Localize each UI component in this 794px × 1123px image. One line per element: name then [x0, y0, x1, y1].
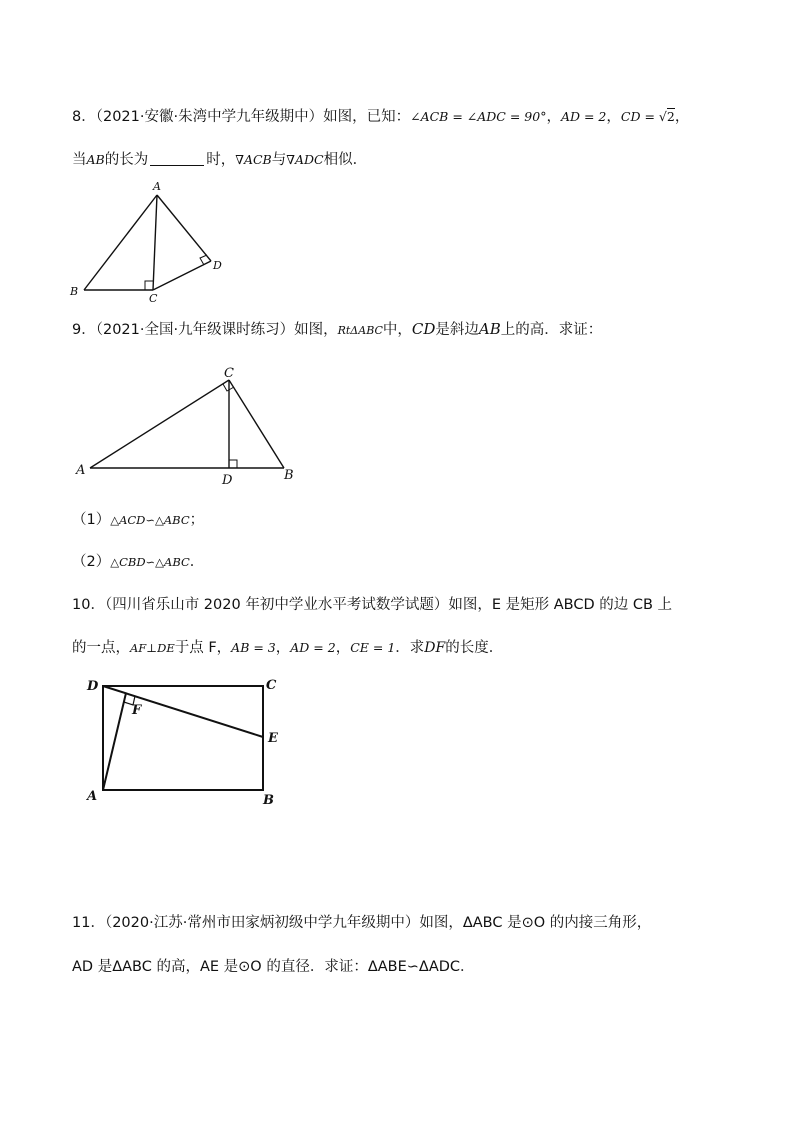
q9-number: 9． [72, 322, 96, 338]
q8-angle-equation: ∠ACB = ∠ADC = 90° [410, 109, 547, 124]
q8-ab: AB [86, 152, 105, 167]
q10-label-f: F [132, 703, 142, 718]
q8-figure [66, 178, 236, 306]
right-angle-c [145, 281, 153, 290]
q8-label-a: A [153, 180, 161, 193]
q8-triangle-acb: ∇ACB [235, 152, 272, 167]
q10-mid: 于点 F， [174, 640, 232, 656]
q8-time: 时， [206, 152, 236, 168]
q11-line-1 [72, 913, 651, 933]
q8-cd-radicand: 2 [666, 109, 675, 124]
q11-text-2: AD 是ΔABC 的高，AE 是⊙O 的直径．求证：ΔABE∽ΔADC． [72, 959, 475, 975]
q8-line-2 [72, 150, 367, 170]
q9-source: （2021·全国·九年级课时练习） [95, 322, 295, 338]
q10-ad-value: AD = 2 [290, 640, 336, 655]
q9-part1-expression: △ACD∽△ABC [110, 513, 190, 527]
q10-perpendicular: AF⊥DE [130, 641, 175, 655]
q8-source: （2021·安徽·朱湾中学九年级期中） [95, 109, 324, 125]
q8-sep-1: ， [546, 109, 561, 125]
q8-end: ， [674, 109, 690, 125]
q8-mid: 的长为 [104, 152, 149, 168]
q8-lead: 如图，已知： [323, 109, 411, 125]
q9-part2-expression: △CBD∽△ABC [110, 555, 190, 569]
q10-source: （四川省乐山市 2020 年初中学业水平考试数学试题） [104, 597, 449, 613]
q11-text: 如图，ΔABC 是⊙O 的内接三角形， [419, 915, 652, 931]
q8-ad-value: AD = 2 [560, 109, 607, 124]
q9-label-b: B [284, 468, 294, 483]
q9-rt-triangle: RtΔABC [337, 324, 383, 337]
q9-part1-number: （1） [72, 512, 111, 528]
q9-ab: AB [478, 320, 501, 338]
q9-mid2: 是斜边 [435, 322, 479, 338]
q11-source: （2020·江苏·常州市田家炳初级中学九年级期中） [104, 915, 420, 931]
q8-cd-prefix: CD = [620, 109, 659, 124]
q10-mid2: ．求 [395, 640, 425, 656]
q10-label-b: B [263, 793, 274, 808]
q10-pre: 的一点， [72, 640, 130, 656]
q9-line-1 [72, 319, 602, 341]
q9-part-1 [72, 510, 204, 530]
q8-number: 8． [72, 109, 96, 125]
q11-number: 11． [72, 915, 105, 931]
q8-with: 与 [271, 152, 287, 168]
q10-label-a: A [87, 789, 98, 804]
q8-pre: 当 [72, 152, 87, 168]
q10-label-d: D [87, 679, 99, 694]
q9-label-c: C [224, 366, 234, 381]
q10-sep-2: ， [335, 640, 351, 656]
q10-sep-1: ， [275, 640, 291, 656]
right-angle-d [229, 460, 237, 468]
q9-mid: 中， [382, 322, 412, 338]
q10-number: 10． [72, 597, 105, 613]
q9-label-a: A [76, 463, 86, 478]
q10-df: DF [424, 640, 446, 656]
q10-text: 如图，E 是矩形 ABCD 的边 CB 上 [448, 597, 673, 613]
q9-cd: CD [411, 320, 436, 338]
q11-line-2 [72, 957, 475, 977]
q9-part1-end: ； [189, 512, 205, 528]
q10-figure [80, 672, 300, 812]
q10-post: 的长度． [445, 640, 504, 656]
q8-label-d: D [213, 259, 222, 272]
sqrt-icon: √ [658, 109, 667, 124]
q8-triangle-adc: ∇ADC [286, 152, 324, 167]
q10-line-1 [72, 595, 672, 615]
q10-line-2 [72, 638, 503, 658]
q8-cd-value [621, 108, 675, 124]
q9-lead: 如图， [294, 322, 338, 338]
q8-label-b: B [70, 285, 79, 298]
answer-blank[interactable] [150, 151, 204, 166]
q9-part-2 [72, 552, 204, 572]
q10-ab-value: AB = 3 [231, 640, 276, 655]
q9-part2-end: ． [189, 554, 205, 570]
q8-label-c: C [149, 292, 158, 305]
q8-line-1 [72, 107, 689, 127]
q9-label-d: D [222, 473, 233, 488]
q10-label-c: C [266, 678, 277, 693]
q8-sep-2: ， [606, 109, 621, 125]
q8-post: 相似． [323, 152, 368, 168]
q9-figure [66, 360, 306, 488]
q10-ce-value: CE = 1 [350, 640, 396, 655]
q9-part2-number: （2） [72, 554, 111, 570]
q9-post: 上的高．求证： [500, 322, 603, 338]
q10-label-e: E [268, 731, 278, 746]
